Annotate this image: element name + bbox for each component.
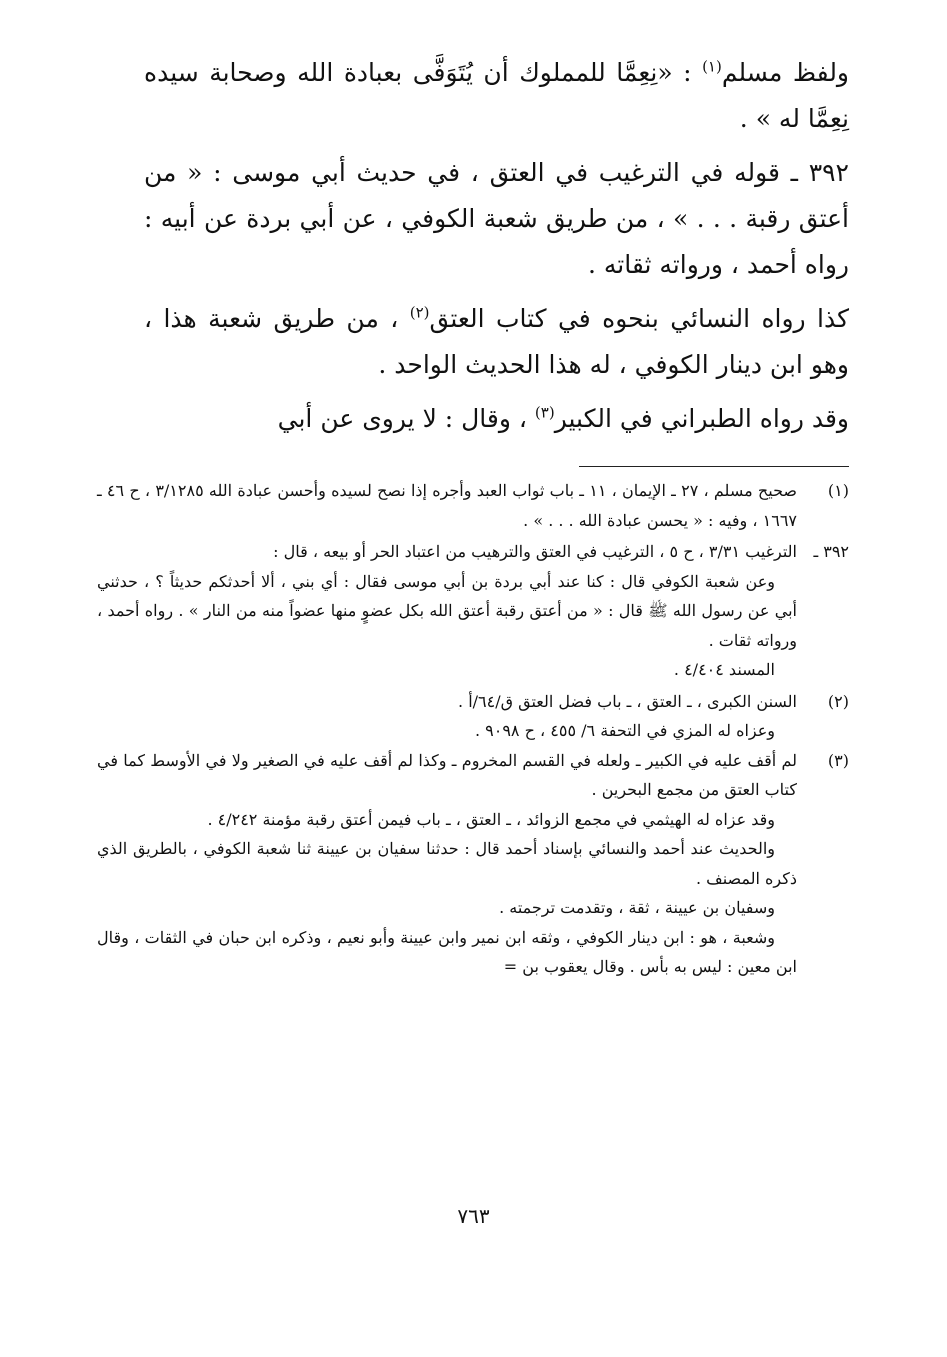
footnote-ref-3: (٣) bbox=[534, 403, 555, 422]
footnote-separator bbox=[579, 466, 849, 467]
page-number: ٧٦٣ bbox=[457, 1204, 490, 1228]
footnote-text: الترغيب ٣/٣١ ، ح ٥ ، الترغيب في العتق والترهيب من اعتباد الحر أو بيعه ، قال : bbox=[273, 542, 797, 561]
paragraph-nasai: كذا رواه النسائي بنحوه في كتاب العتق$^{(٢)}$ ، من طريق شعبة هذا ، وهو ابن دينار الكوفي ، له هذا الحديث الواحد . bbox=[144, 303, 850, 379]
footnote-ref-2: (٢) bbox=[409, 303, 430, 322]
paragraph-tabarani: وقد رواه الطبراني في الكبير$^{(٣)}$ ، وقال : لا يروى عن أبي bbox=[277, 403, 849, 433]
footnote-number: (١) bbox=[827, 481, 849, 500]
footnote-392 bbox=[97, 537, 849, 685]
footnote-citation: المسند ٤/٤٠٤ . bbox=[673, 660, 775, 679]
footnote-text: وعن شعبة الكوفي قال : كنا عند أبي بردة بن أبي موسى فقال : أي بني ، ألا أحدثكم حديثاً ؟ ، حدثني أبي عن رسول الله ﷺ قال : « من أعتق رقبة أعتق الله بكل عضوٍ منها عضواً منه من النار » . رواه أحمد ، ورواته ثقات . bbox=[97, 571, 797, 650]
footnotes bbox=[97, 476, 849, 982]
footnote-number: ٣٩٢ ـ bbox=[813, 542, 849, 561]
paragraph-hadith-392: ٣٩٢ ـ قوله في الترغيب في العتق ، في حديث أبي موسى : « من أعتق رقبة . . . » ، من طريق شعبة الكوفي ، عن أبي بردة عن أبيه : رواه أحمد ، ورواته ثقاته . bbox=[144, 158, 849, 279]
footnote-2 bbox=[97, 687, 849, 746]
footnote-text: السنن الكبرى ، ـ العتق ، ـ باب فضل العتق ق/٦٤/أ . bbox=[458, 691, 797, 711]
footnote-text: وعزاه له المزي في التحفة ٦/ ٤٥٥ ، ح ٩٠٩٨ . bbox=[474, 721, 775, 740]
main-text bbox=[144, 50, 849, 442]
footnote-text: وشعبة ، هو : ابن دينار الكوفي ، وثقه ابن نمير وابن عيينة وأبو نعيم ، وذكره ابن حبان في الثقات ، وقال ابن معين : ليس به بأس . وقال يعقوب بن = bbox=[97, 927, 797, 976]
footnote-3 bbox=[97, 746, 849, 982]
footnote-text: والحديث عند أحمد والنسائي بإسناد أحمد قال : حدثنا سفيان بن عيينة ثنا شعبة الكوفي ، بالطريق الذي ذكره المصنف . bbox=[97, 839, 797, 888]
footnote-text: وسفيان بن عيينة ، ثقة ، وتقدمت ترجمته . bbox=[499, 898, 775, 917]
footnote-text: وقد عزاه له الهيثمي في مجمع الزوائد ، ـ العتق ، ـ باب فيمن أعتق رقبة مؤمنة ٤/٢٤٢ . bbox=[207, 809, 775, 829]
footnote-text: لم أقف عليه في الكبير ـ ولعله في القسم المخروم ـ وكذا لم أقف عليه في الصغير ولا في الأوسط كما في كتاب العتق من مجمع البحرين . bbox=[97, 750, 797, 799]
footnote-text: صحيح مسلم ، ٢٧ ـ الإيمان ، ١١ ـ باب ثواب العبد وأجره إذا نصح لسيده وأحسن عبادة الله ٣/١٢٨٥ ، ح ٤٦ ـ ١٦٦٧ ، وفيه : « يحسن عبادة الله . . . » . bbox=[97, 481, 798, 530]
footnote-number: (٢) bbox=[827, 691, 849, 711]
footnote-ref-1: (١) bbox=[702, 57, 722, 76]
footnote-1 bbox=[97, 476, 849, 535]
paragraph-muslim-wording: ولفظ مسلم$^{(١)}$ : «نِعِمَّا للمملوك أن يُتَوَفَّى بعبادة الله وصحابة سيده نِعِمَّا له » . bbox=[144, 57, 850, 133]
footnote-number: (٣) bbox=[827, 750, 849, 770]
